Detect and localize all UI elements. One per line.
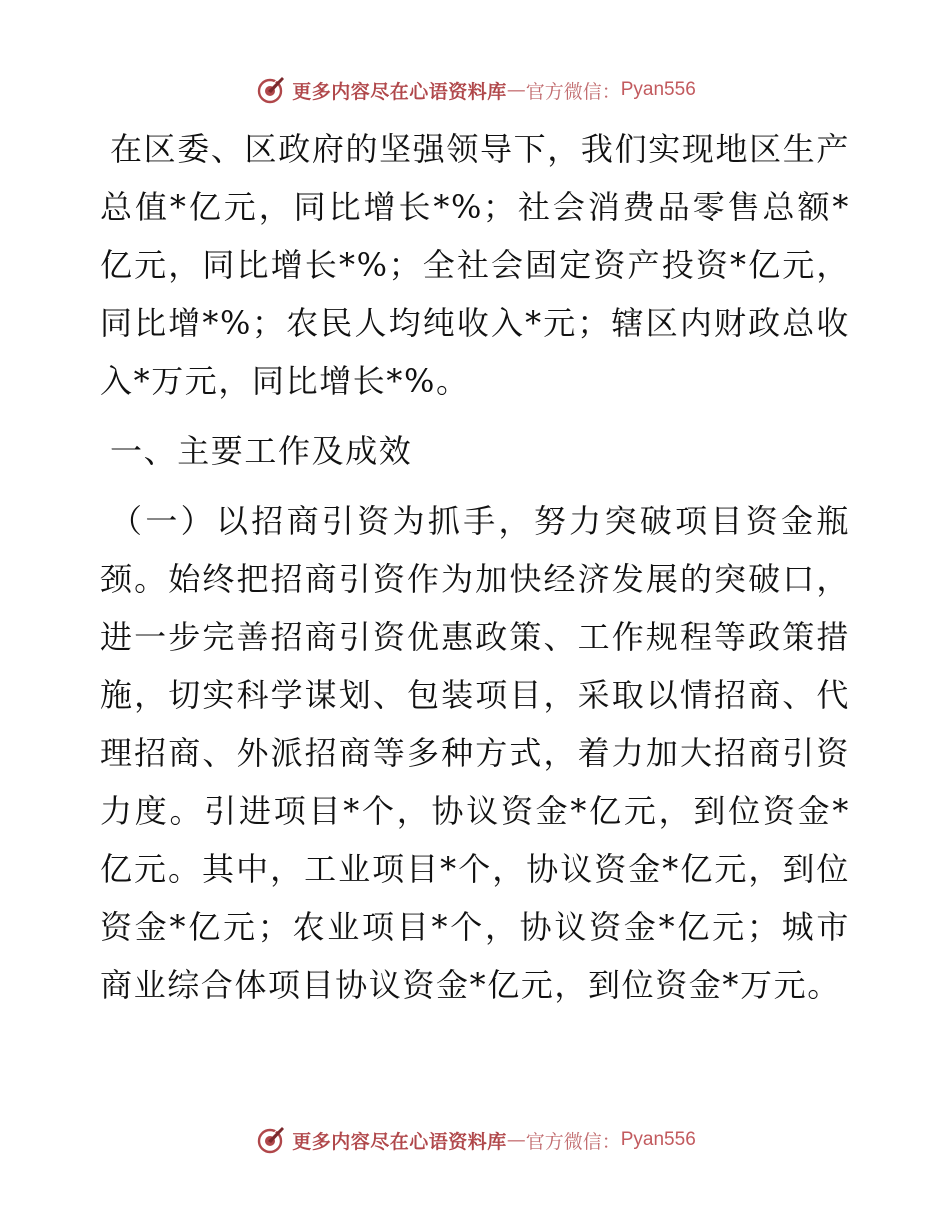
quill-seal-icon bbox=[254, 1124, 286, 1156]
section-heading: 一、主要工作及成效 bbox=[110, 432, 413, 470]
banner-text: 更多内容尽在心语资料库 bbox=[292, 1130, 507, 1153]
banner-wechat-label: 官方微信： bbox=[525, 1130, 621, 1153]
investment-paragraph: （一）以招商引资为抓手，努力突破项目资金瓶颈。始终把招商引资作为加快经济发展的突破口，进一步完善招商引资优惠政策、工作规程等政策措施，切实科学谋划、包装项目，采取以情招商、代理招商、外派招商等多种方式，着力加大招商引资力度。引进项目*个，协议资金*亿元，到位资金*亿元。其中，工业项目*个，协议资金*亿元，到位资金*亿元；农业项目*个，协议资金*亿元；城市商业综合体项目协议资金*亿元，到位资金*万元。 bbox=[100, 502, 850, 1004]
quill-seal-icon bbox=[254, 74, 286, 106]
banner-text: 更多内容尽在心语资料库 bbox=[292, 80, 507, 103]
banner-wechat-id: Pyan556 bbox=[620, 1129, 696, 1150]
document-body bbox=[100, 120, 850, 1014]
banner-wechat-id: Pyan556 bbox=[620, 79, 696, 100]
footer-watermark-banner bbox=[0, 1120, 950, 1160]
intro-paragraph: 在区委、区政府的坚强领导下，我们实现地区生产总值*亿元，同比增长*%；社会消费品零售总额*亿元，同比增长*%；全社会固定资产投资*亿元，同比增*%；农民人均纯收入*元；辖区内财政总收入*万元，同比增长*%。 bbox=[100, 130, 850, 400]
header-watermark-banner bbox=[0, 70, 950, 110]
banner-separator: — bbox=[506, 1129, 526, 1151]
banner-wechat-label: 官方微信： bbox=[525, 80, 621, 103]
banner-separator: — bbox=[506, 79, 526, 101]
